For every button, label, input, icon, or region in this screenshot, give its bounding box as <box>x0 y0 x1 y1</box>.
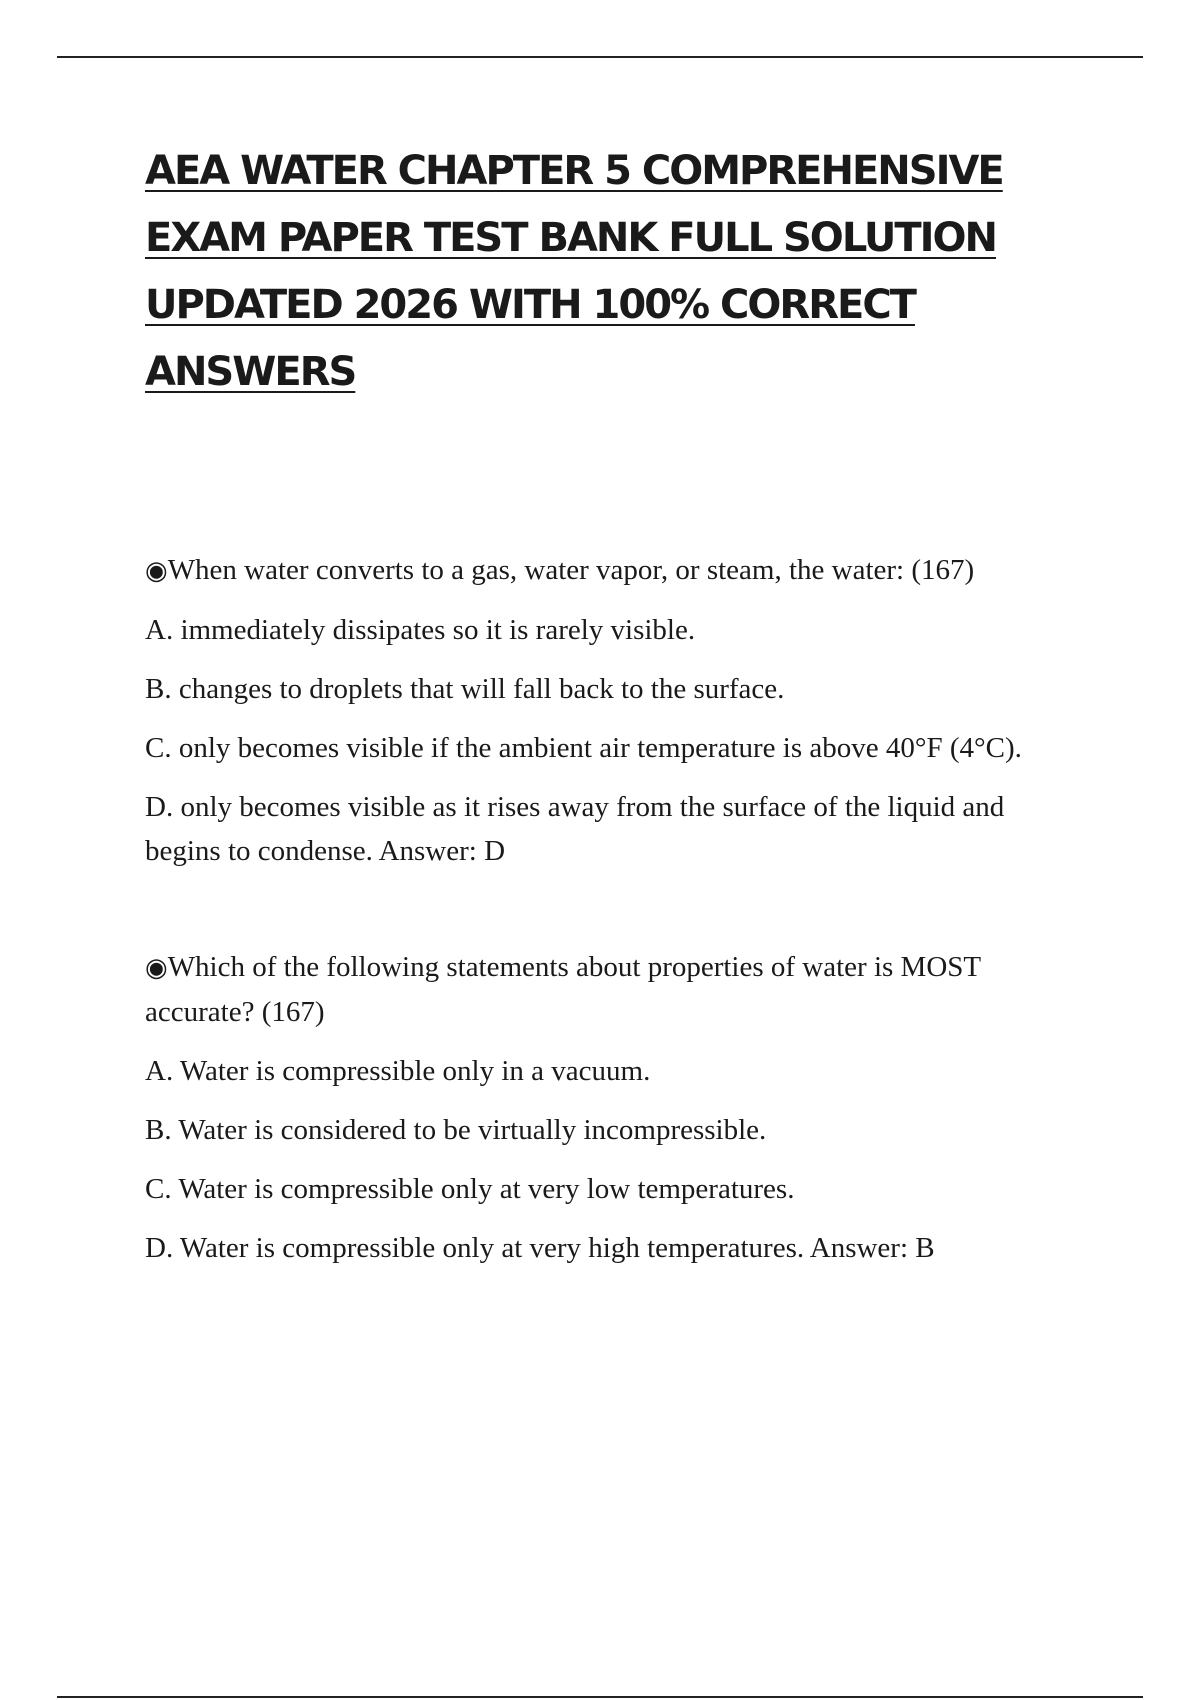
question-list <box>145 548 1085 1342</box>
answer-option-b: B. Water is considered to be virtually incompressible. <box>145 1114 767 1146</box>
document-title <box>145 138 1045 406</box>
question-stem-text: Which of the following statements about properties of water is MOST accurate? (167) <box>145 951 981 1028</box>
question-stem-text: When water converts to a gas, water vapor, or steam, the water: (167) <box>167 554 975 586</box>
question-2 <box>145 945 1085 1270</box>
answer-option-b: B. changes to droplets that will fall back to the surface. <box>145 673 785 705</box>
question-stem <box>145 945 1085 1034</box>
answer-option-c: C. only becomes visible if the ambient air temperature is above 40°F (4°C). <box>145 732 1022 764</box>
answer-option-c: C. Water is compressible only at very low temperatures. <box>145 1173 795 1205</box>
top-divider <box>57 56 1143 58</box>
answer-option-d: D. only becomes visible as it rises away from the surface of the liquid and begins to condense. Answer: D <box>145 791 1005 867</box>
question-stem <box>145 548 1085 593</box>
document-title-text: AEA WATER CHAPTER 5 COMPREHENSIVE EXAM PAPER TEST BANK FULL SOLUTION UPDATED 2026 WITH 100% CORRECT ANSWERS <box>145 148 1003 395</box>
answer-option-a: A. immediately dissipates so it is rarely visible. <box>145 614 696 646</box>
answer-option-d: D. Water is compressible only at very high temperatures. Answer: B <box>145 1232 935 1264</box>
radio-bullet-icon: ◉ <box>145 556 168 585</box>
answer-option-a: A. Water is compressible only in a vacuum. <box>145 1055 651 1087</box>
bottom-divider <box>57 1696 1143 1698</box>
question-1 <box>145 548 1085 873</box>
radio-bullet-icon: ◉ <box>145 953 168 982</box>
